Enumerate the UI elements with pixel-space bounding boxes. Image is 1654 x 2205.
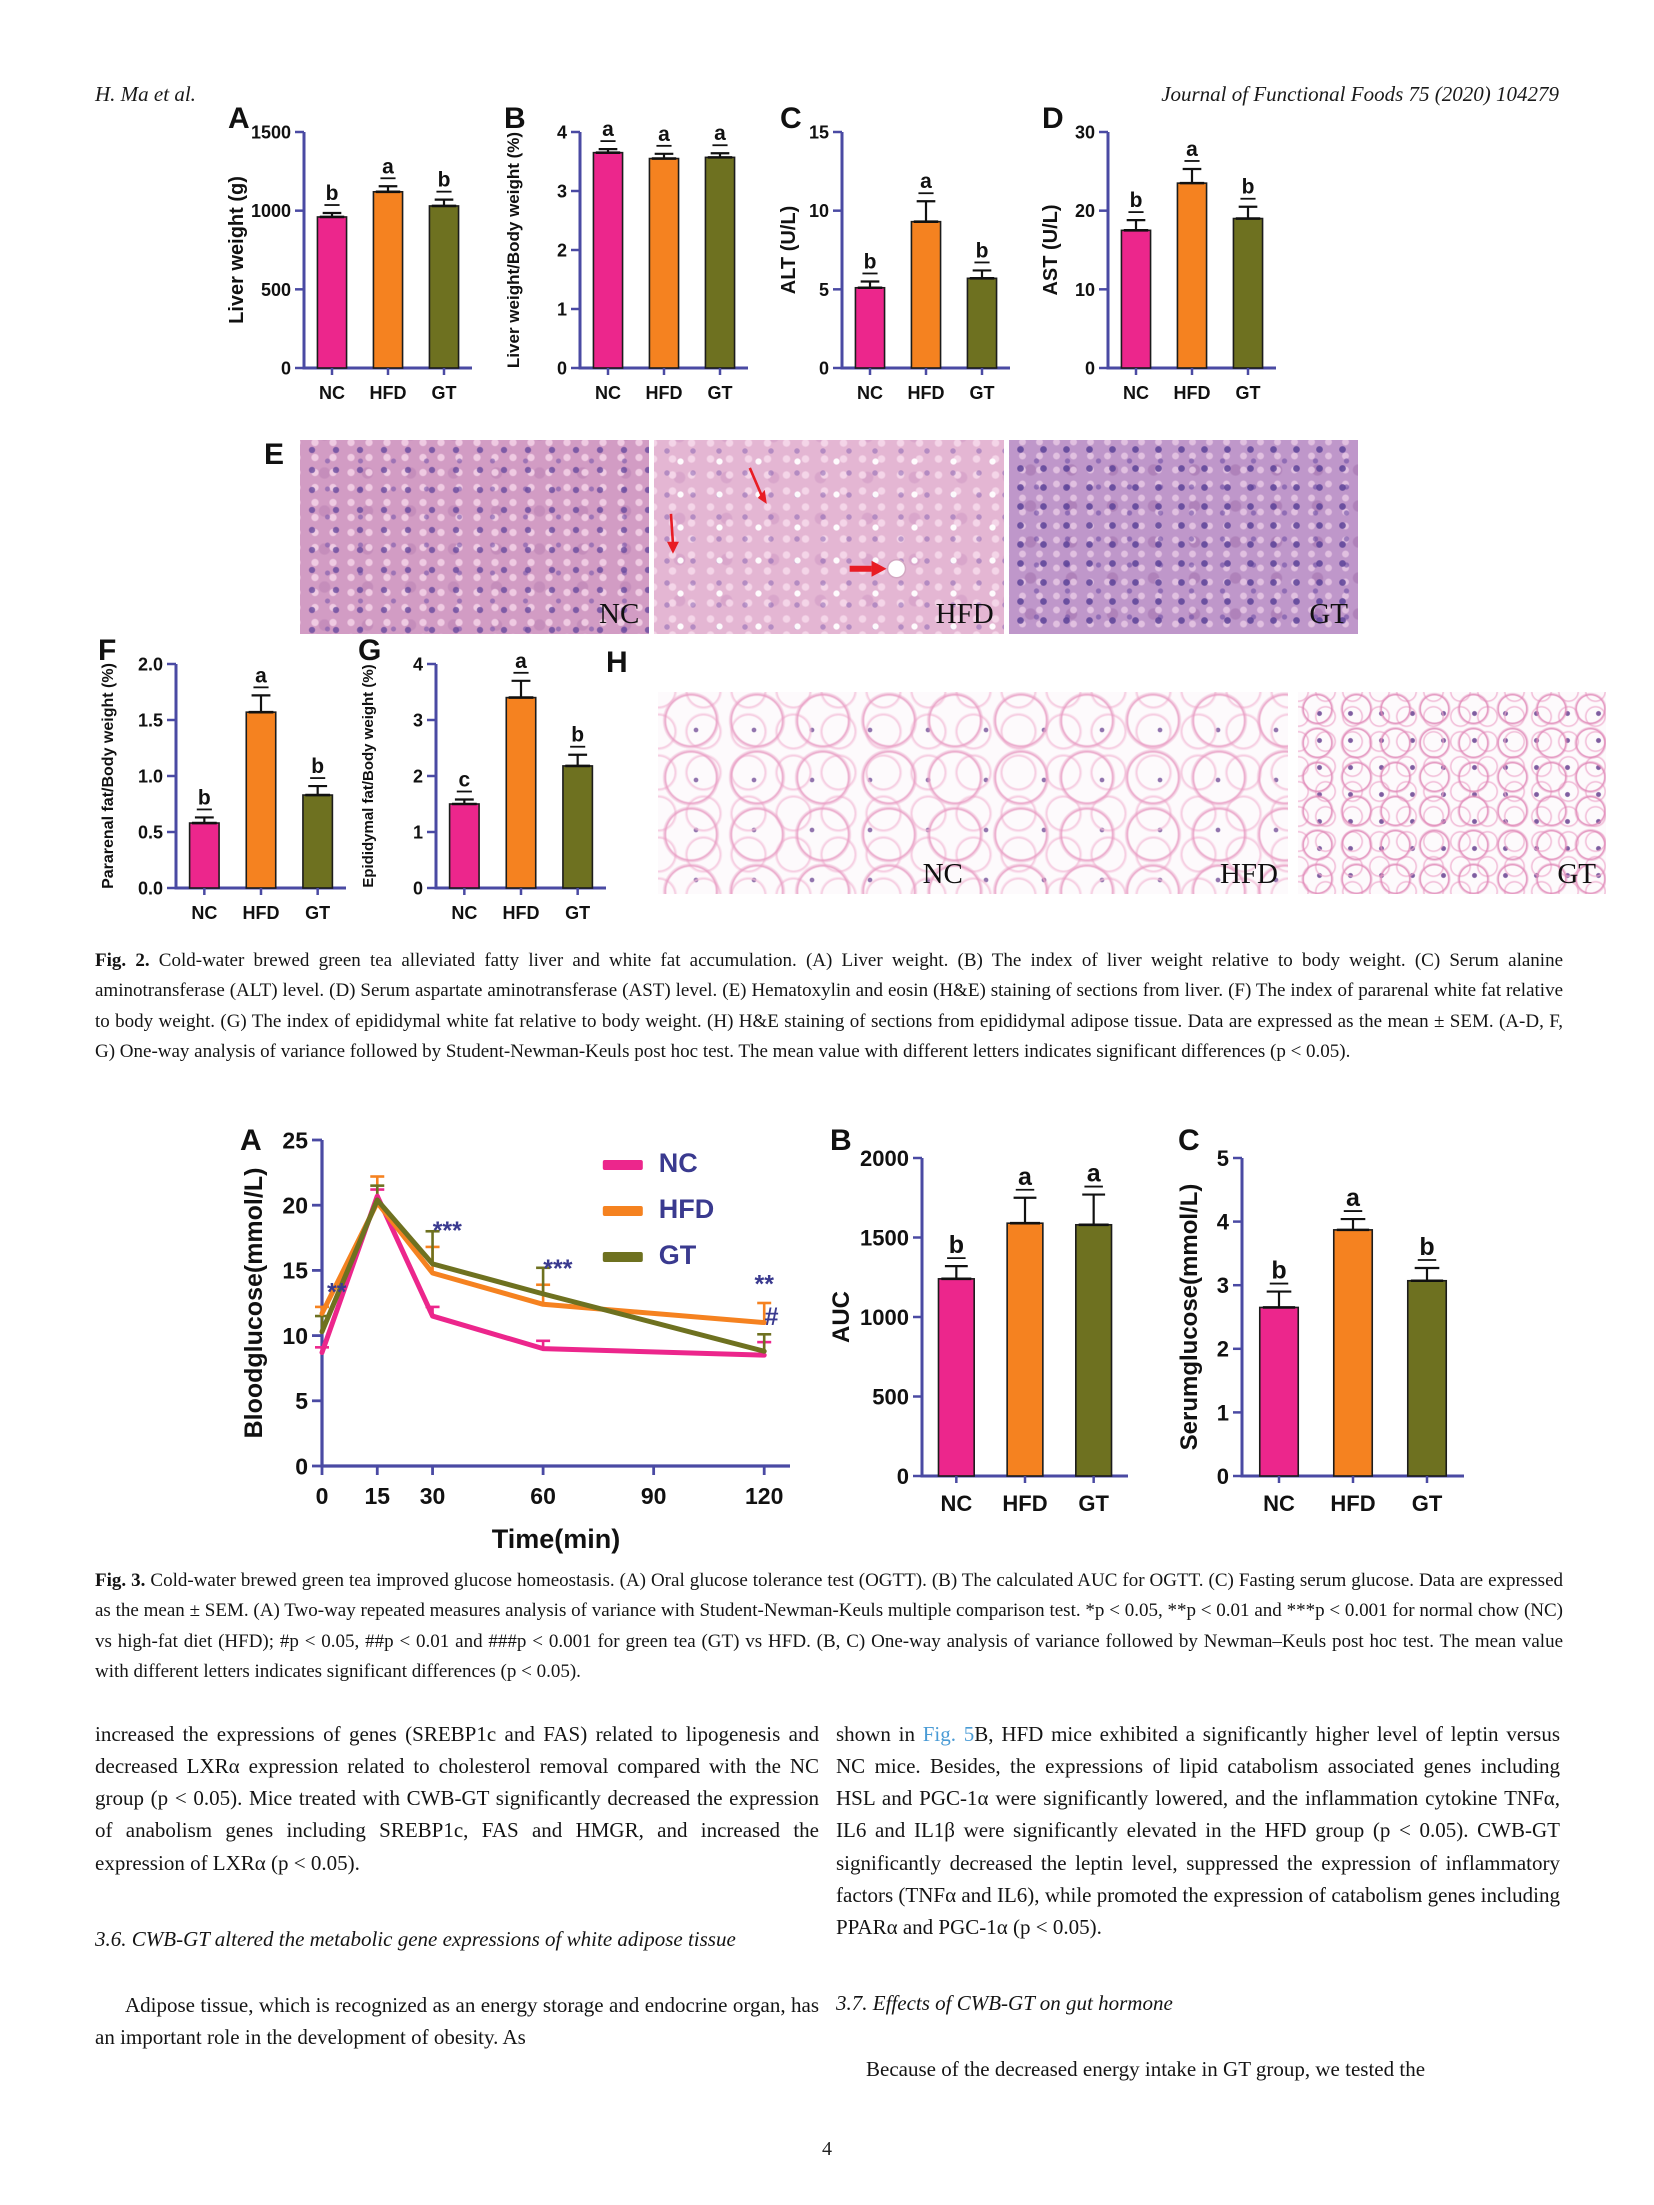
svg-text:HFD: HFD (1173, 383, 1211, 403)
fig2-panel-F-letter: F (98, 634, 117, 667)
svg-text:Serumglucose(mmol/L): Serumglucose(mmol/L) (1176, 1183, 1203, 1451)
svg-text:5: 5 (818, 279, 829, 300)
liver-histology-nc-image (300, 440, 649, 634)
svg-text:NC: NC (857, 383, 883, 403)
fig2-panel-G-letter: G (358, 634, 382, 667)
svg-text:1500: 1500 (250, 122, 291, 143)
liver-nc-label: NC (599, 598, 640, 630)
svg-text:GT: GT (1078, 1491, 1109, 1516)
fig2-chart-pararenal-fat (96, 636, 354, 943)
svg-text:GT: GT (707, 383, 733, 403)
svg-text:a: a (255, 664, 267, 688)
svg-text:a: a (382, 155, 394, 179)
svg-text:0: 0 (818, 358, 829, 379)
svg-text:GT: GT (1411, 1491, 1443, 1516)
fig3-caption (95, 1566, 1563, 1688)
fig2-panel-B (502, 104, 756, 423)
svg-text:120: 120 (745, 1483, 784, 1509)
right-paragraph-2: Because of the decreased energy intake in GT group, we tested the (866, 2057, 1426, 2081)
fig2-caption (95, 946, 1563, 1068)
svg-text:NC: NC (1263, 1491, 1295, 1516)
svg-text:10: 10 (1074, 279, 1095, 300)
right-paragraph-1-pre: shown in (836, 1722, 923, 1746)
svg-text:b: b (437, 168, 451, 192)
svg-text:b: b (1129, 189, 1143, 213)
page-number: 4 (822, 2138, 832, 2160)
svg-text:20: 20 (1074, 201, 1095, 222)
svg-text:1000: 1000 (250, 201, 291, 222)
svg-text:4: 4 (1216, 1209, 1229, 1235)
svg-text:4: 4 (412, 654, 423, 675)
svg-text:**: ** (754, 1270, 774, 1299)
svg-text:4: 4 (556, 122, 567, 143)
svg-text:a: a (1018, 1162, 1032, 1191)
fig2-adipose-histology-row (658, 692, 1606, 894)
svg-text:HFD: HFD (645, 383, 683, 403)
svg-text:500: 500 (260, 279, 291, 300)
header-authors: H. Ma et al. (95, 82, 196, 106)
svg-text:ALT (U/L): ALT (U/L) (778, 205, 801, 295)
fig2-liver-histology-row (300, 440, 1358, 634)
fig2-panel-H-letter: H (606, 646, 628, 679)
svg-text:0: 0 (1216, 1463, 1229, 1489)
fig2-chart-liver-body-weight (502, 104, 756, 423)
fig3-panel-B (828, 1126, 1136, 1539)
svg-text:3: 3 (412, 710, 423, 731)
adipose-gt-label: GT (1557, 858, 1596, 890)
svg-text:HFD: HFD (502, 903, 540, 923)
svg-text:AUC: AUC (828, 1291, 855, 1343)
svg-text:a: a (658, 122, 670, 146)
svg-text:HFD: HFD (242, 903, 280, 923)
svg-text:1000: 1000 (860, 1304, 909, 1330)
svg-text:0: 0 (896, 1463, 909, 1489)
adipose-histology-gt-image (1298, 692, 1606, 894)
svg-text:**: ** (327, 1278, 347, 1307)
svg-text:60: 60 (530, 1483, 556, 1509)
svg-text:Liver weight/Body weight (%): Liver weight/Body weight (%) (504, 131, 524, 369)
svg-text:GT: GT (969, 383, 995, 403)
svg-text:b: b (1271, 1256, 1287, 1285)
svg-text:b: b (1241, 175, 1255, 199)
svg-text:b: b (948, 1231, 964, 1260)
svg-text:#: # (764, 1303, 779, 1332)
fig3-caption-tag: Fig. 3. (95, 1570, 146, 1591)
svg-text:b: b (975, 239, 989, 263)
svg-text:10: 10 (808, 201, 829, 222)
svg-text:HFD: HFD (1002, 1491, 1048, 1516)
fig2-chart-epididymal-fat (356, 636, 614, 943)
svg-text:a: a (1186, 137, 1198, 161)
svg-text:30: 30 (419, 1483, 446, 1509)
svg-text:10: 10 (282, 1322, 308, 1349)
svg-text:a: a (602, 118, 614, 142)
svg-text:NC: NC (191, 903, 218, 923)
body-left-column (95, 1718, 819, 2053)
svg-text:GT: GT (1235, 383, 1261, 403)
svg-text:2: 2 (412, 766, 423, 787)
fig3-panel-A (238, 1126, 816, 1567)
svg-text:a: a (714, 122, 726, 146)
svg-text:GT: GT (565, 903, 591, 923)
svg-text:c: c (458, 768, 471, 792)
fig2-bar-row (226, 104, 1284, 423)
svg-text:GT: GT (658, 1240, 697, 1270)
adipose-histology-nc-hfd-image (658, 692, 1288, 894)
fig2-panel-A-letter: A (228, 102, 250, 135)
svg-text:NC: NC (940, 1491, 973, 1516)
svg-text:0: 0 (315, 1483, 329, 1509)
svg-text:NC: NC (658, 1148, 698, 1178)
svg-text:15: 15 (364, 1483, 391, 1509)
svg-text:500: 500 (872, 1384, 909, 1410)
svg-text:a: a (515, 649, 527, 673)
svg-text:Time(min): Time(min) (491, 1524, 621, 1554)
fig2-caption-tag: Fig. 2. (95, 950, 150, 971)
fig2-panel-A (226, 104, 480, 423)
fig2-caption-text: Cold-water brewed green tea alleviated fatty liver and white fat accumulation. (A) Liver weight. (B) The index of liver weight relative to body weight. (C) Serum alanine aminotransferase (ALT) level. (D) Serum aspartate aminotransferase (AST) level. (E) Hematoxylin and eosin (H&E) staining of sections from liver. (F) The index of pararenal white fat relative to body weight. (G) The index of epididymal white fat relative to body weight. (H) H&E staining of sections from epididymal adipose tissue. Data are expressed as the mean ± SEM. (A-D, F, G) One-way analysis of variance followed by Student-Newman-Keuls post hoc test. The mean value with different letters indicates significant differences (p < 0.05). (95, 950, 1564, 1063)
fig3-chart-ogtt (238, 1126, 816, 1567)
svg-text:1.5: 1.5 (137, 710, 163, 731)
svg-text:NC: NC (595, 383, 621, 403)
svg-text:3: 3 (1216, 1273, 1229, 1299)
svg-text:30: 30 (1074, 122, 1095, 143)
fig2-panel-C (778, 104, 1018, 423)
svg-text:0: 0 (295, 1453, 308, 1480)
fig2-panel-F (96, 636, 354, 943)
fig2-panel-D (1040, 104, 1284, 423)
svg-text:Epididymal fat/Body weight (%): Epididymal fat/Body weight (%) (360, 664, 378, 888)
fig2-chart-alt (778, 104, 1018, 423)
fig3-panel-B-letter: B (830, 1124, 852, 1157)
svg-text:Bloodglucose(mmol/L): Bloodglucose(mmol/L) (240, 1167, 268, 1439)
body-right-column (836, 1718, 1560, 2085)
svg-text:Pararenal fat/Body weight (%): Pararenal fat/Body weight (%) (100, 663, 118, 889)
svg-text:AST (U/L): AST (U/L) (1040, 204, 1063, 296)
fig3-panel-A-letter: A (240, 1124, 262, 1157)
svg-text:1: 1 (1216, 1400, 1229, 1426)
fig3-caption-text: Cold-water brewed green tea improved glucose homeostasis. (A) Oral glucose tolerance test (OGTT). (B) The calculated AUC for OGTT. (C) Fasting serum glucose. Data are expressed as the mean ± SEM. (A) Two-way repeated measures analysis of variance with Student-Newman-Keuls multiple comparison test. *p < 0.05, **p < 0.01 and ***p < 0.001 for normal chow (NC) vs high-fat diet (HFD); #p < 0.05, ##p < 0.01 and ###p < 0.001 for green tea (GT) vs HFD. (B, C) One-way analysis of variance followed by Newman–Keuls post hoc test. The mean value with different letters indicates significant differences (p < 0.05). (95, 1570, 1564, 1683)
svg-text:HFD: HFD (658, 1194, 715, 1224)
svg-text:0: 0 (412, 878, 423, 899)
fig3-chart-auc (828, 1126, 1136, 1539)
fig2-panel-B-letter: B (504, 102, 526, 135)
adipose-hfd-label: HFD (1219, 858, 1278, 890)
header-journal: Journal of Functional Foods 75 (2020) 104279 (1161, 82, 1559, 106)
section-3-6-heading: 3.6. CWB-GT altered the metabolic gene expressions of white adipose tissue (95, 1926, 736, 1951)
liver-histology-gt-image (1009, 440, 1358, 634)
fig3-panel-C-letter: C (1178, 1124, 1200, 1157)
svg-text:90: 90 (640, 1483, 667, 1509)
svg-text:Liver weight (g): Liver weight (g) (226, 176, 249, 324)
svg-text:b: b (1419, 1233, 1435, 1262)
left-paragraph-2: Adipose tissue, which is recognized as an energy storage and endocrine organ, has an important role in the development of obesity. As (95, 1992, 819, 2049)
svg-text:3: 3 (556, 181, 567, 202)
left-paragraph-1: increased the expressions of genes (SREBP1c and FAS) related to lipogenesis and decreased LXRα expression related to cholesterol removal compared with the NC group (p < 0.05). Mice treated with CWB-GT significantly decreased the expression of anabolism genes including SREBP1c, FAS and HMGR, and increased the expression of LXRα (p < 0.05). (95, 1722, 819, 1875)
svg-text:***: *** (432, 1217, 462, 1246)
svg-text:NC: NC (451, 903, 478, 923)
svg-text:a: a (1346, 1184, 1360, 1213)
svg-text:***: *** (543, 1254, 573, 1283)
svg-text:1: 1 (412, 822, 423, 843)
svg-text:0: 0 (280, 358, 291, 379)
fig2-chart-liver-weight (226, 104, 480, 423)
fig2-panel-E-letter: E (264, 438, 285, 471)
svg-text:0.0: 0.0 (137, 878, 163, 899)
fig3-chart-serum-glucose (1176, 1126, 1472, 1539)
svg-text:1.0: 1.0 (137, 766, 163, 787)
svg-text:HFD: HFD (907, 383, 945, 403)
liver-hfd-label: HFD (935, 598, 994, 630)
svg-text:0: 0 (556, 358, 567, 379)
fig3-panel-C (1176, 1126, 1472, 1539)
svg-text:2000: 2000 (860, 1145, 909, 1171)
svg-text:b: b (571, 723, 585, 747)
svg-text:b: b (325, 182, 339, 206)
svg-text:NC: NC (1123, 383, 1149, 403)
liver-histology-hfd-image (654, 440, 1003, 634)
svg-text:HFD: HFD (1330, 1491, 1376, 1516)
svg-text:25: 25 (282, 1127, 308, 1154)
right-paragraph-1 (836, 1718, 1560, 1943)
svg-text:15: 15 (808, 122, 829, 143)
svg-text:1: 1 (556, 299, 567, 320)
fig2-panel-D-letter: D (1042, 102, 1064, 135)
svg-text:a: a (920, 170, 932, 194)
svg-text:HFD: HFD (369, 383, 407, 403)
liver-gt-label: GT (1309, 598, 1348, 630)
svg-text:2: 2 (1216, 1336, 1229, 1362)
svg-text:0.5: 0.5 (137, 822, 163, 843)
svg-text:b: b (863, 250, 877, 274)
fig5-link[interactable]: Fig. 5 (922, 1722, 975, 1746)
svg-text:b: b (197, 786, 211, 810)
fig2-chart-ast (1040, 104, 1284, 423)
svg-text:0: 0 (1084, 358, 1095, 379)
fig2-panel-C-letter: C (780, 102, 802, 135)
svg-text:GT: GT (305, 903, 331, 923)
svg-text:NC: NC (319, 383, 345, 403)
svg-text:2: 2 (556, 240, 567, 261)
fig2-panel-G (356, 636, 614, 943)
svg-text:5: 5 (295, 1388, 308, 1415)
svg-text:5: 5 (1216, 1145, 1229, 1171)
svg-text:20: 20 (282, 1192, 308, 1219)
adipose-nc-label: NC (922, 858, 963, 890)
svg-text:15: 15 (282, 1257, 308, 1284)
svg-text:a: a (1086, 1159, 1101, 1188)
svg-text:2.0: 2.0 (137, 654, 163, 675)
section-3-7-heading: 3.7. Effects of CWB-GT on gut hormone (836, 1990, 1173, 2015)
right-paragraph-1-post: B, HFD mice exhibited a significantly higher level of leptin versus NC mice. Besides, the expressions of lipid catabolism associated genes including HSL and PGC-1α were significantly lowered, and the inflammation cytokine TNFα, IL6 and IL1β were significantly elevated in the HFD group (p < 0.05). CWB-GT significantly decreased the leptin level, suppressed the expression of inflammatory factors (TNFα and IL6), while promoted the expression of catabolism genes including PPARα and PGC-1α (p < 0.05). (836, 1722, 1560, 1939)
svg-text:b: b (311, 755, 325, 779)
svg-text:GT: GT (431, 383, 457, 403)
svg-text:1500: 1500 (860, 1225, 909, 1251)
